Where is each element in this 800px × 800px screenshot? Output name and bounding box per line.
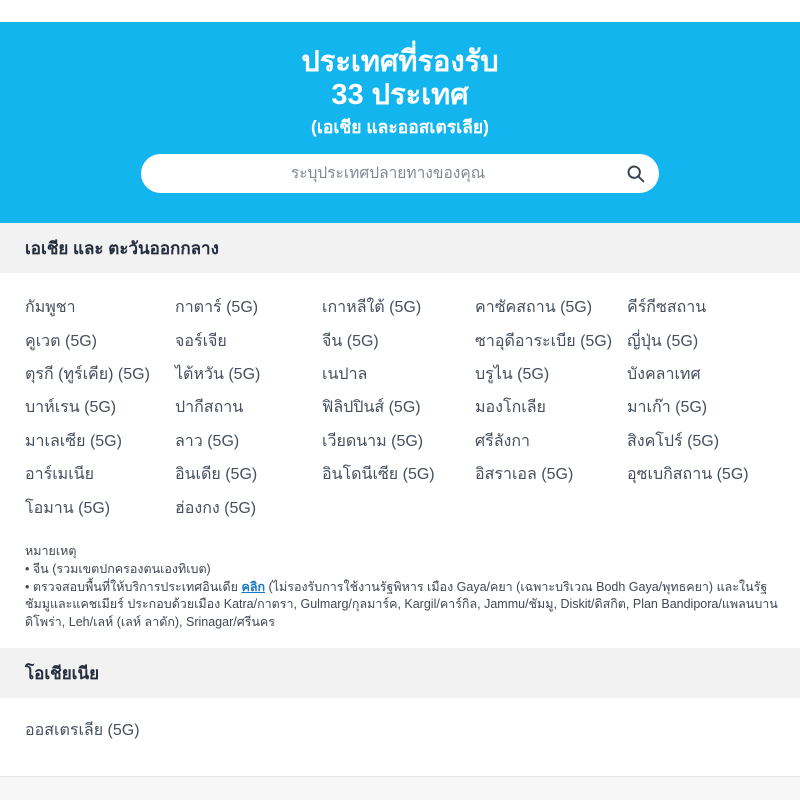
search-input[interactable]	[141, 154, 659, 193]
page-subtitle: (เอเชีย และออสเตรเลีย)	[311, 117, 489, 137]
country-item: ปากีสถาน	[175, 399, 244, 417]
country-item: อินโดนีเซีย (5G)	[322, 466, 435, 484]
country-item: ศรีลังกา	[475, 432, 531, 450]
country-item: คาซัคสถาน (5G)	[475, 299, 593, 317]
country-item: มองโกเลีย	[475, 399, 546, 417]
section-header-oceania	[0, 648, 800, 698]
country-item: ลาว (5G)	[175, 432, 240, 450]
country-item: ออสเตรเลีย (5G)	[25, 721, 140, 739]
country-item: คูเวต (5G)	[25, 332, 97, 350]
note-bullet-china: • จีน (รวมเขตปกครองตนเองทิเบต)	[25, 561, 211, 576]
country-item: บรูไน (5G)	[475, 365, 550, 383]
country-item: ญี่ปุ่น (5G)	[627, 332, 699, 350]
country-item: ไต้หวัน (5G)	[175, 365, 261, 383]
country-item: ฮ่องกง (5G)	[175, 499, 257, 517]
country-item: ฟิลิปปินส์ (5G)	[322, 399, 421, 417]
section-header-asia-middle-east	[0, 223, 800, 273]
country-item: กาตาร์ (5G)	[175, 299, 259, 317]
country-item: โอมาน (5G)	[25, 499, 111, 517]
country-item: กัมพูชา	[25, 299, 76, 317]
note-text-after-link: (ไม่รองรับการใช้งานรัฐพิหาร เมือง Gaya/คยา (เฉพาะบริเวณ Bodh Gaya/พุทธคยา) และในรัฐชัมมูและแคชเมียร์ ประกอบด้วยเมือง Katra/กาตรา, Gulmarg/กุลมาร์ค, Kargil/คาร์กิล, Jammu/ชัมมู, Diskit/ดิสกิต, Plan Bandipora/แพลนบานดิโพร่า, Leh/เลห์ (เลห์ ลาดัก), Srinagar/ศรีนคร	[25, 579, 778, 630]
country-item: อุซเบกิสถาน (5G)	[627, 466, 749, 484]
note-text-before-link: • ตรวจสอบพื้นที่ให้บริการประเทศอินเดีย	[25, 579, 242, 594]
country-item: บังคลาเทศ	[627, 365, 701, 383]
country-item: จอร์เจีย	[175, 332, 227, 350]
section-title: โอเชียเนีย	[25, 663, 100, 683]
country-item: จีน (5G)	[322, 332, 379, 350]
search-icon[interactable]	[625, 163, 646, 184]
section-title: เอเชีย และ ตะวันออกกลาง	[25, 238, 219, 258]
country-item: ตุรกี (ทูร์เคีย) (5G)	[25, 365, 150, 383]
next-section-bar-edge	[0, 776, 800, 800]
country-item: อิสราเอล (5G)	[475, 466, 574, 484]
country-item: มาเลเซีย (5G)	[25, 432, 122, 450]
hero-header	[0, 22, 800, 223]
page-title-line2: 33 ประเทศ	[331, 79, 469, 111]
country-item: เกาหลีใต้ (5G)	[322, 299, 422, 317]
country-item: เนปาล	[322, 365, 368, 383]
country-item: เวียดนาม (5G)	[322, 432, 424, 450]
oceania-country-list	[25, 715, 785, 745]
country-item: สิงคโปร์ (5G)	[627, 432, 720, 450]
asia-country-list	[25, 291, 785, 525]
notes-heading: หมายเหตุ	[25, 544, 77, 558]
country-item: อาร์เมเนีย	[25, 466, 94, 484]
country-item: ซาอุดีอาระเบีย (5G)	[475, 332, 613, 350]
country-item: คีร์กีซสถาน	[627, 299, 707, 317]
notes-block	[25, 543, 778, 632]
india-coverage-link[interactable]: คลิก	[241, 579, 266, 594]
page-title-line1: ประเทศที่รองรับ	[301, 46, 499, 78]
note-bullet-india	[25, 580, 778, 630]
country-item: อินเดีย (5G)	[175, 466, 258, 484]
search-bar	[141, 154, 659, 193]
country-item: มาเก๊า (5G)	[627, 399, 708, 417]
country-item: บาห์เรน (5G)	[25, 399, 117, 417]
